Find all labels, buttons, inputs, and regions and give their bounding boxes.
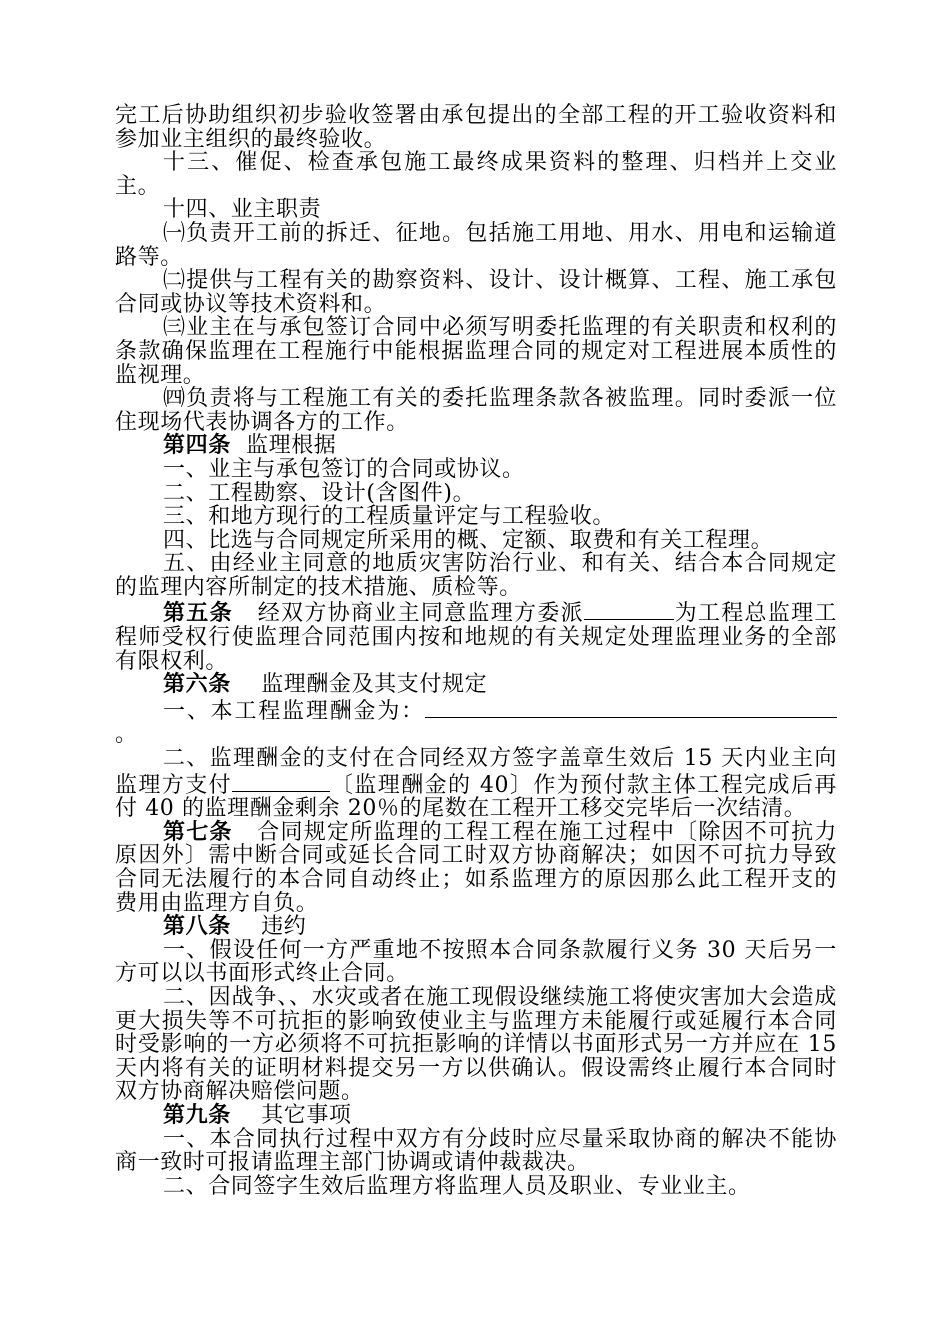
list-item: 二、因战争、、水灾或者在施工现假设继续施工将使灾害加大会造成更大损失等不可抗拒的影响致使业主与监理方未能履行或延履行本合同时受影响的一方必须将不可抗拒影响的详情以书面形式另一方并应在 15 天内将有关的证明材料提交另一方以供确认。假设需终止履行本合同时双方协商解决赔偿问题。 — [115, 984, 837, 1105]
item-text: 〔监理酬金的 40〕作为预付款主体工程完成后再付 40 的监理酬金剩余 20％的尾数在工程开工移交完毕后一次结清。 — [115, 772, 837, 822]
article-title: 监理酬金及其支付规定 — [261, 672, 488, 698]
item-text: 二、监理酬金的支付在合同经双方签字盖章生效后 15 天内业主向监理方支付 — [115, 746, 837, 798]
article-heading: 第八条 — [163, 914, 231, 940]
article-9-heading-line — [115, 1104, 837, 1128]
article-heading: 第七条 — [163, 819, 233, 845]
list-item: 二、工程勘察、设计(含图件)。 — [163, 480, 476, 506]
list-item: 二、合同签字生效后监理方将监理人员及职业、专业业主。 — [163, 1173, 751, 1199]
list-item: 五、由经业主同意的地质灾害防治行业、和有关、结合本合同规定的监理内容所制定的技术措施、质检等。 — [115, 551, 837, 600]
article-heading: 第六条 — [163, 672, 231, 698]
list-item: 一、假设任何一方严重地不按照本合同条款履行义务 30 天后另一方可以以书面形式终止合同。 — [115, 937, 837, 987]
list-item: ㈠负责开工前的拆迁、征地。包括施工用地、用水、用电和运输道路等。 — [115, 220, 837, 270]
item-text: 。 — [115, 722, 138, 748]
list-item: 四、比选与合同规定所采用的概、定额、取费和有关工程理。 — [163, 527, 774, 553]
list-item — [115, 697, 837, 747]
article-title: 违约 — [261, 914, 307, 940]
article-4-heading-line — [115, 434, 837, 458]
list-item: 一、业主与承包签订的合同或协议。 — [163, 456, 525, 482]
list-item: ㈣负责将与工程施工有关的委托监理条款各被监理。同时委派一位住现场代表协调各方的工作。 — [115, 386, 837, 435]
article-text: 经双方协商业主同意监理方委派 — [257, 601, 584, 627]
article-heading: 第九条 — [163, 1102, 231, 1128]
article-heading: 第五条 — [163, 601, 233, 627]
article-text: 为工程总监理工程师受权行使监理合同范围内按和地规的有关规定处理监理业务的全部有限权利。 — [115, 601, 837, 674]
list-item: ㈡提供与工程有关的勘察资料、设计、设计概算、工程、施工承包合同或协议等技术资料和。 — [115, 268, 837, 317]
fill-in-blank[interactable] — [232, 771, 330, 792]
list-item: ㈢业主在与承包签订合同中必须写明委托监理的有关职责和权利的条款确保监理在工程施行中能根据监理合同的规定对工程进展本质性的监视理。 — [115, 315, 837, 388]
paragraph: 完工后协助组织初步验收签署由承包提出的全部工程的开工验收资料和参加业主组织的最终验收。 — [115, 103, 837, 152]
article-text: 合同规定所监理的工程工程在施工过程中〔除因不可抗力原因外〕需中断合同或延长合同工时双方协商解决；如因不可抗力导致合同无法履行的本合同自动终止；如系监理方的原因那么此工程开支的费用由监理方自负。 — [115, 819, 837, 916]
article-title: 监理根据 — [246, 433, 337, 459]
article-heading: 第四条 — [163, 433, 231, 459]
fill-in-blank[interactable] — [425, 697, 837, 718]
document-body — [115, 104, 837, 1198]
article-title: 其它事项 — [261, 1102, 352, 1128]
item-text: 一、本工程监理酬金为： — [163, 698, 425, 724]
article-6-heading-line — [115, 673, 837, 697]
list-item — [115, 747, 837, 821]
article-5 — [115, 599, 837, 673]
paragraph: 十三、催促、检查承包施工最终成果资料的整理、归档并上交业主。 — [115, 150, 837, 199]
fill-in-blank[interactable] — [584, 599, 674, 620]
list-item: 一、本合同执行过程中双方有分歧时应尽量采取协商的解决不能协商一致时可报请监理主部门协调或请仲裁裁决。 — [115, 1126, 837, 1176]
article-7 — [115, 821, 837, 915]
list-item: 三、和地方现行的工程质量评定与工程验收。 — [163, 504, 616, 530]
article-8-heading-line — [115, 915, 837, 939]
section-heading: 十四、业主职责 — [163, 197, 322, 223]
